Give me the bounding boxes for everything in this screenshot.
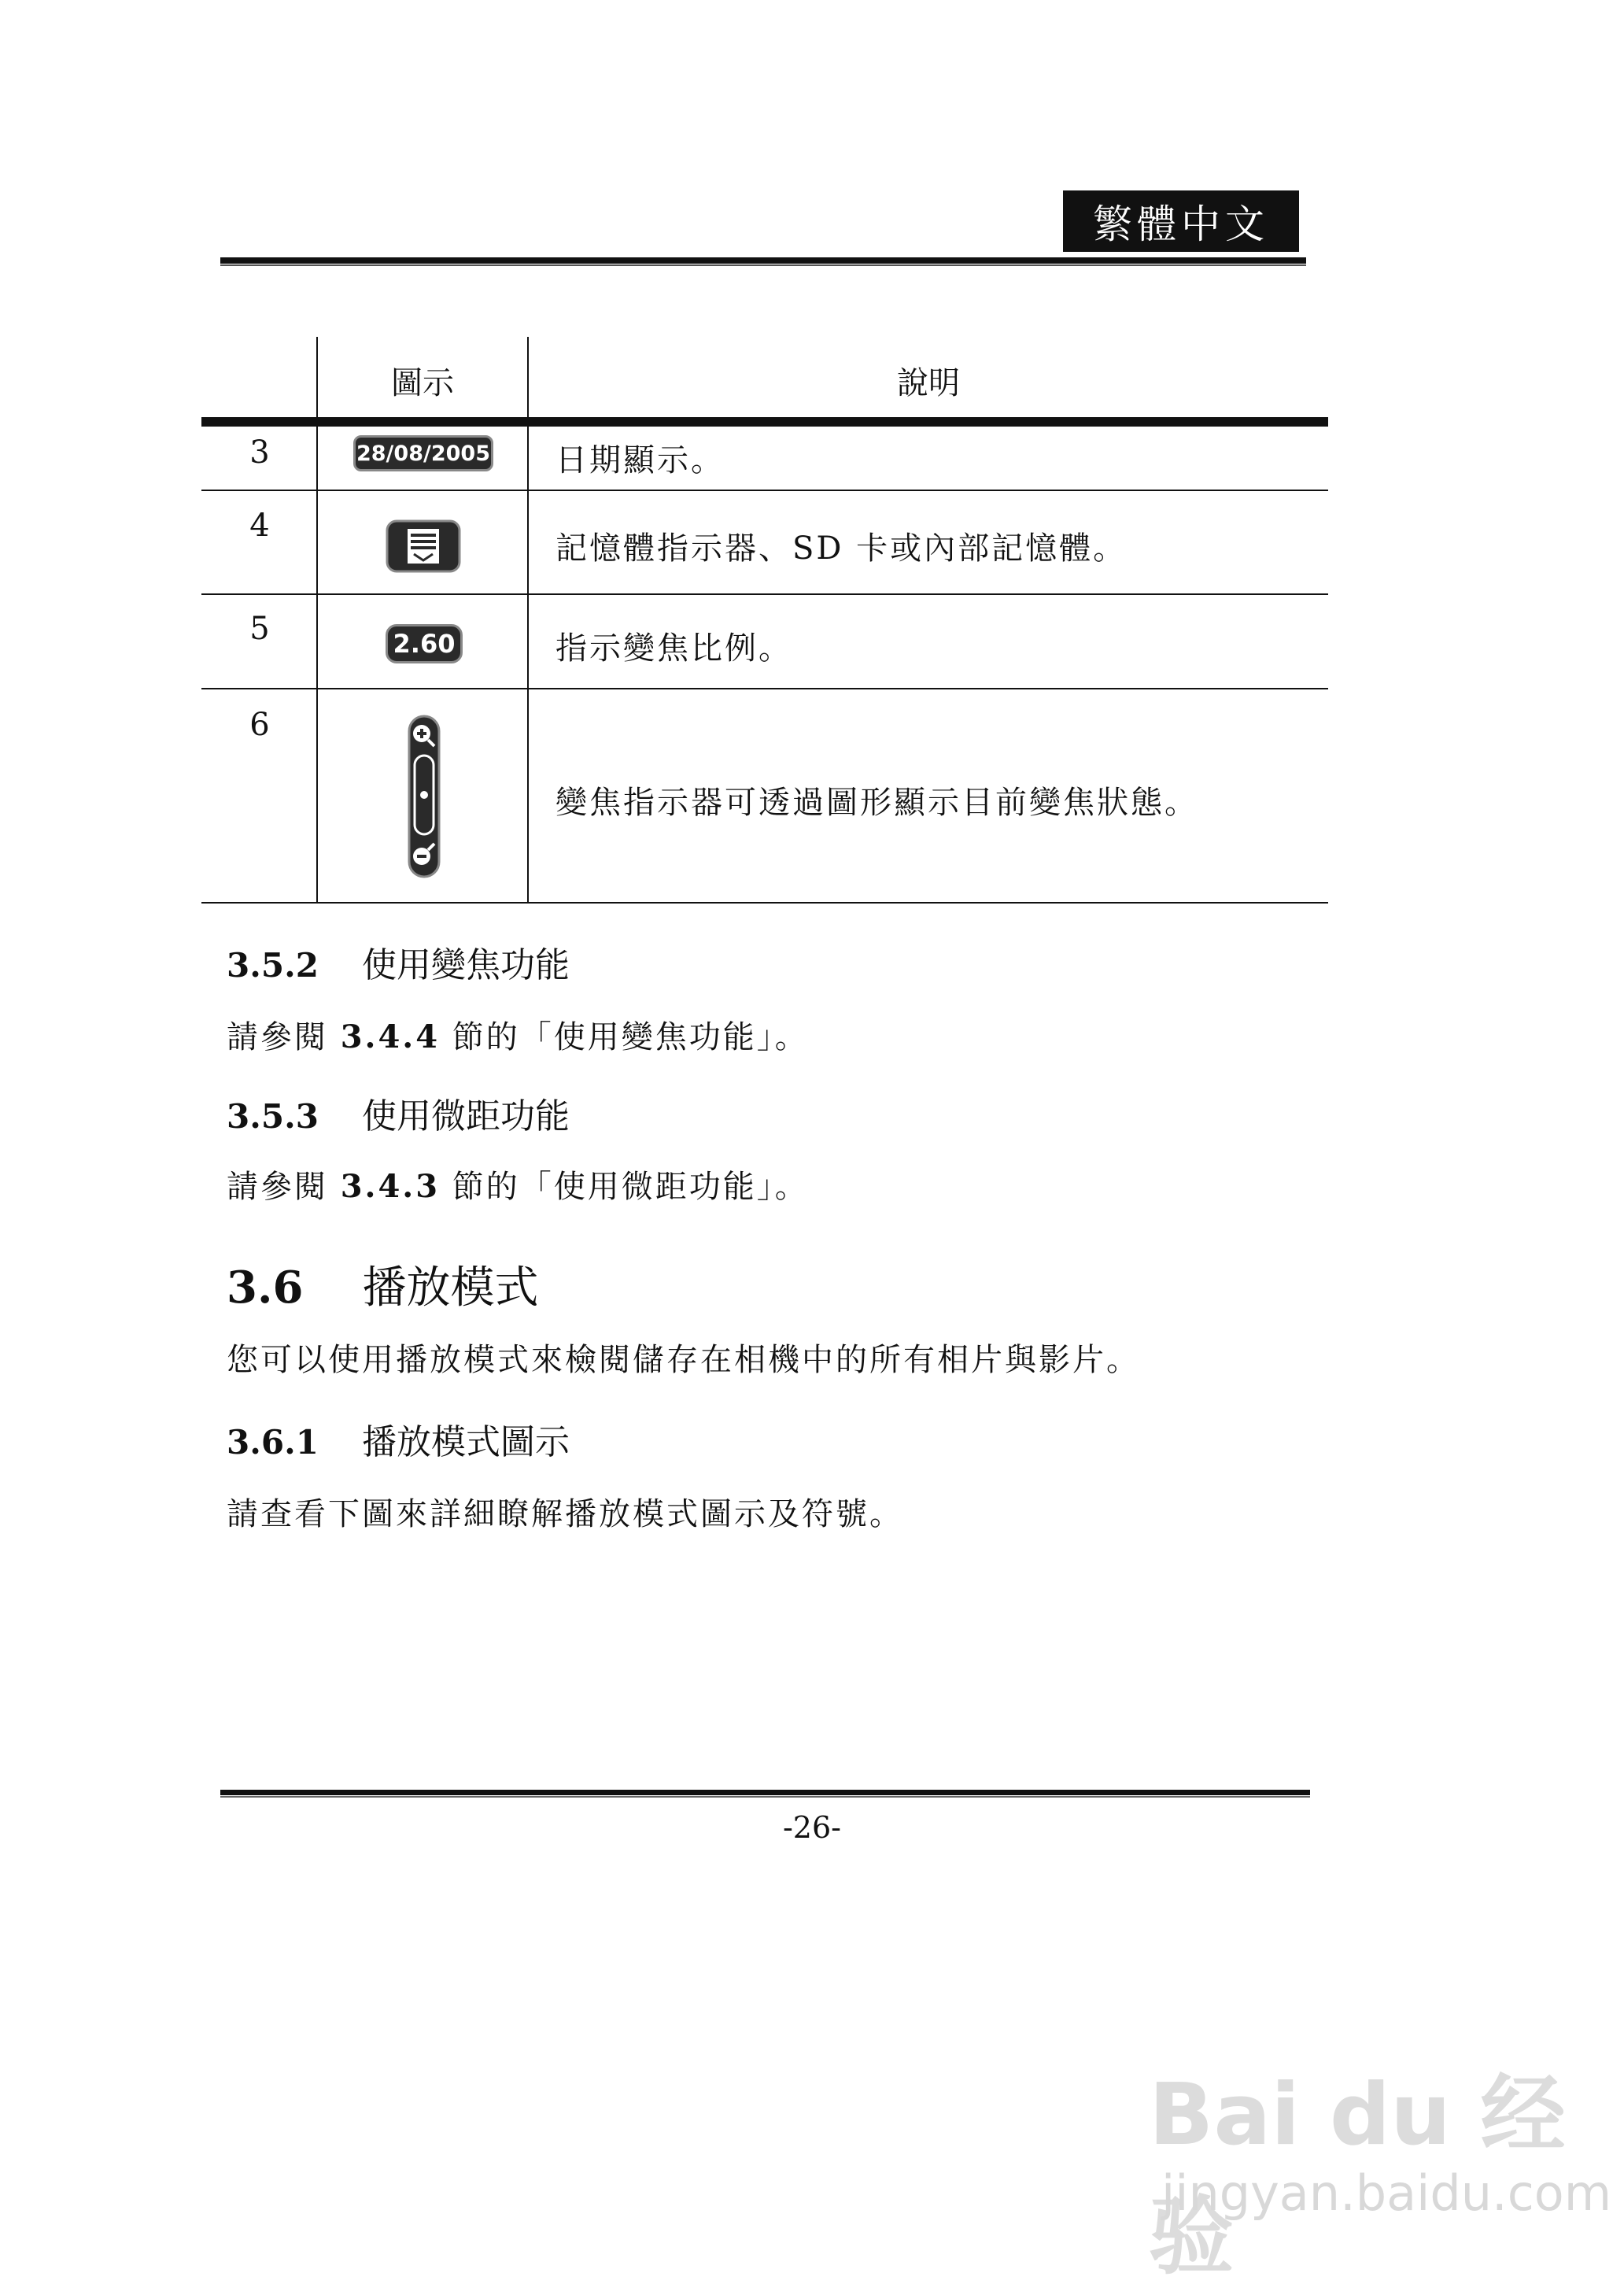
section-3-5-3-heading — [227, 1088, 570, 1138]
text: 節的「使用微距功能」。 — [440, 1169, 809, 1205]
row-rule — [201, 593, 1328, 595]
row-description: 記憶體指示器、SD 卡或內部記憶體。 — [555, 530, 1128, 567]
footer-rule-thin — [220, 1796, 1310, 1798]
table-bottom-rule — [201, 902, 1328, 904]
row-number: 4 — [249, 508, 270, 544]
section-number: 3.6 — [227, 1262, 304, 1314]
section-3-5-2-paragraph — [227, 1012, 809, 1057]
row-rule — [201, 688, 1328, 689]
section-3-6-1-paragraph: 請查看下圖來詳細瞭解播放模式圖示及符號。 — [227, 1496, 903, 1532]
watermark-url: jingyan.baidu.com — [1161, 2164, 1612, 2222]
section-number: 3.5.2 — [227, 946, 319, 985]
section-3-6-heading — [227, 1253, 539, 1316]
zoom-slider-icon — [404, 715, 444, 878]
section-3-5-3-paragraph — [227, 1162, 809, 1207]
memory-card-icon — [386, 519, 461, 573]
row-number: 6 — [249, 707, 270, 743]
section-3-6-1-heading — [227, 1414, 570, 1464]
footer-rule — [220, 1790, 1310, 1795]
header-rule — [220, 257, 1306, 264]
section-title: 播放模式圖示 — [362, 1422, 570, 1462]
row-rule — [201, 490, 1328, 491]
section-title: 播放模式 — [362, 1262, 539, 1314]
text: 節的「使用變焦功能」。 — [440, 1019, 809, 1055]
section-title: 使用變焦功能 — [362, 945, 570, 985]
section-reference: 3.4.3 — [340, 1168, 441, 1205]
section-3-6-paragraph: 您可以使用播放模式來檢閱儲存在相機中的所有相片與影片。 — [227, 1342, 1140, 1378]
section-title: 使用微距功能 — [362, 1096, 570, 1136]
column-header-desc: 說明 — [897, 365, 960, 401]
row-number: 3 — [249, 434, 270, 471]
row-description: 日期顯示。 — [555, 442, 725, 479]
section-3-5-2-heading — [227, 937, 570, 987]
row-description: 指示變焦比例。 — [555, 630, 792, 667]
column-header-icon: 圖示 — [391, 365, 454, 401]
section-reference: 3.4.4 — [340, 1018, 441, 1055]
text: 請參閱 — [227, 1019, 341, 1055]
row-number: 5 — [249, 611, 270, 647]
section-number: 3.6.1 — [227, 1423, 319, 1462]
watermark-logo: Bai du 经验 — [1149, 2066, 1566, 2286]
section-number: 3.5.3 — [227, 1097, 319, 1136]
table-header-rule — [201, 417, 1328, 427]
header-rule-thin — [220, 264, 1306, 266]
page-number: -26- — [782, 1810, 842, 1845]
text: 請參閱 — [227, 1169, 341, 1205]
language-tab: 繁體中文 — [1063, 190, 1299, 252]
date-badge-icon: 28/08/2005 — [353, 435, 493, 471]
zoom-ratio-badge-icon: 2.60 — [386, 624, 463, 663]
row-description: 變焦指示器可透過圖形顯示目前變焦狀態。 — [555, 785, 1198, 821]
